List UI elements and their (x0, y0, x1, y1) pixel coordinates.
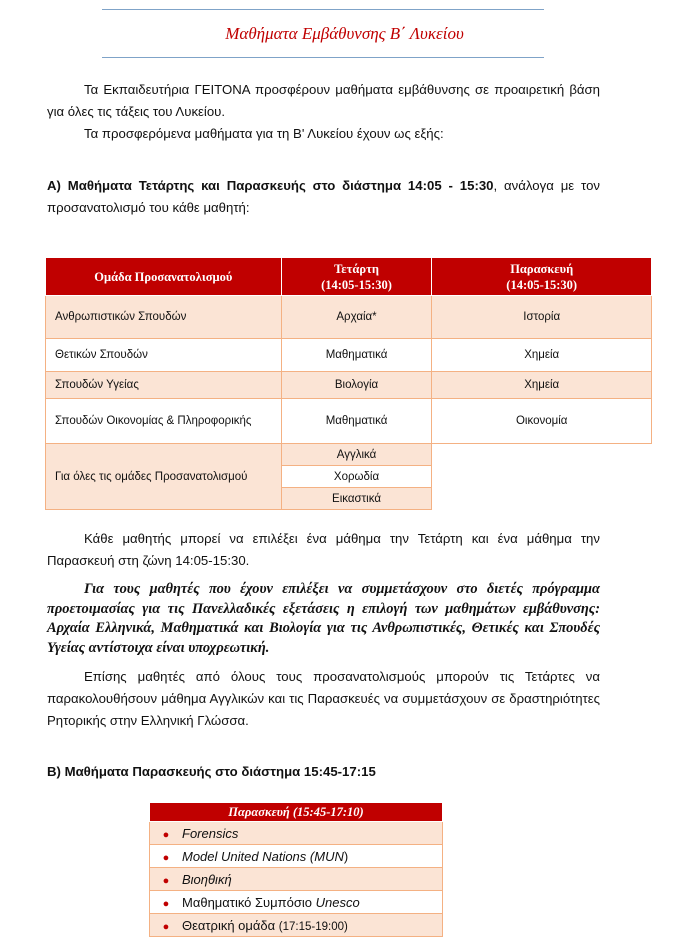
row-group: Σπουδών Οικονομίας & Πληροφορικής (46, 399, 282, 444)
row-group: Σπουδών Υγείας (46, 372, 282, 399)
item-label: Θεατρική ομάδα (182, 917, 279, 933)
bullet-icon: ● (162, 920, 170, 933)
table-header-row (150, 803, 443, 822)
row-friday: Οικονομία (432, 399, 652, 444)
row-friday: Χημεία (432, 339, 652, 372)
row-friday: Χημεία (432, 372, 652, 399)
friday-afternoon-table (149, 802, 443, 937)
header-group: Ομάδα Προσανατολισμού (46, 258, 282, 296)
row-friday: Ιστορία (432, 296, 652, 339)
table-row (46, 399, 652, 444)
mandatory-note: Για τους μαθητές που έχουν επιλέξει να συμμετάσχουν στο διετές πρόγραμμα προετοιμασίας για τις Πανελλαδικές εξετάσεις η επιλογή των μαθημάτων εμβάθυνσης: Αρχαία Ελληνικά, Μαθηματικά και Βιολογία για τις Ανθρωπιστικές, Θετικές και Σπουδές Υγείας αντίστοιχα είναι υποχρεωτική. (47, 581, 600, 656)
list-item (150, 891, 443, 914)
all-groups-subject: Αγγλικά (281, 444, 432, 466)
row-group: Θετικών Σπουδών (46, 339, 282, 372)
header-friday: Παρασκευή (14:05-15:30) (432, 258, 652, 296)
item-label-after: ) (343, 848, 349, 864)
list-item (150, 822, 443, 845)
all-groups-subject: Εικαστικά (281, 488, 432, 510)
table-row (46, 296, 652, 339)
bullet-icon: ● (162, 851, 170, 864)
page-title: Μαθήματα Εμβάθυνσης Β΄ Λυκείου (225, 24, 464, 43)
header-friday-afternoon: Παρασκευή (15:45-17:10) (150, 803, 443, 822)
bullet-icon: ● (162, 828, 170, 841)
list-item (150, 845, 443, 868)
intro-paragraph-2: Τα προσφερόμενα μαθήματα για τη Β' Λυκείου έχουν ως εξής: (84, 126, 444, 141)
row-group-all: Για όλες τις ομάδες Προσανατολισμού (46, 444, 282, 510)
table-row-all-groups (46, 444, 652, 466)
section-a-heading-rest: , ανάλογα με τον προσανατολισμό του κάθε μαθητή: (47, 178, 601, 215)
elective-schedule-table (45, 257, 652, 510)
section-b-heading: Β) Μαθήματα Παρασκευής στο διάστημα 15:45-17:15 (47, 764, 376, 779)
choice-paragraph: Κάθε μαθητής μπορεί να επιλέξει ένα μάθημα την Τετάρτη και ένα μάθημα την Παρασκευή στη ζώνη 14:05-15:30. (47, 531, 600, 568)
all-groups-subject: Χορωδία (281, 466, 432, 488)
top-rule (102, 9, 544, 10)
title-underline (102, 57, 544, 58)
item-label-extra: Unesco (315, 894, 360, 910)
item-label: Βιοηθική (182, 871, 232, 887)
row-wednesday: Αρχαία* (281, 296, 432, 339)
extra-activities-paragraph: Επίσης μαθητές από όλους τους προσανατολισμούς μπορούν τις Τετάρτες να παρακολουθήσουν μάθημα Αγγλικών και τις Παρασκευές να συμμετάσχουν σε δραστηριότητες Ρητορικής στην Ελληνική Γλώσσα. (47, 669, 600, 728)
header-wednesday: Τετάρτη (14:05-15:30) (281, 258, 432, 296)
row-wednesday: Βιολογία (281, 372, 432, 399)
item-label: Model United Nations ( (182, 848, 315, 864)
intro-paragraph: Τα Εκπαιδευτήρια ΓΕΙΤΟΝΑ προσφέρουν μαθήματα εμβάθυνσης σε προαιρετική βάση για όλες τις τάξεις του Λυκείου. (47, 82, 600, 119)
row-wednesday: Μαθηματικά (281, 399, 432, 444)
table-row (46, 372, 652, 399)
list-item (150, 868, 443, 891)
bullet-icon: ● (162, 874, 170, 887)
item-label: Μαθηματικό Συμπόσιο (182, 894, 316, 910)
row-wednesday: Μαθηματικά (281, 339, 432, 372)
section-a-heading-bold: Α) Μαθήματα Τετάρτης και Παρασκευής στο διάστημα 14:05 - 15:30 (47, 178, 494, 193)
row-group: Ανθρωπιστικών Σπουδών (46, 296, 282, 339)
item-label: Forensics (182, 825, 239, 841)
table-row (46, 339, 652, 372)
item-time: (17:15-19:00) (278, 920, 348, 933)
bullet-icon: ● (162, 897, 170, 910)
table-header-row (46, 258, 652, 296)
item-label-extra: MUN (314, 848, 344, 864)
section-a-heading (47, 175, 600, 219)
list-item (150, 914, 443, 937)
